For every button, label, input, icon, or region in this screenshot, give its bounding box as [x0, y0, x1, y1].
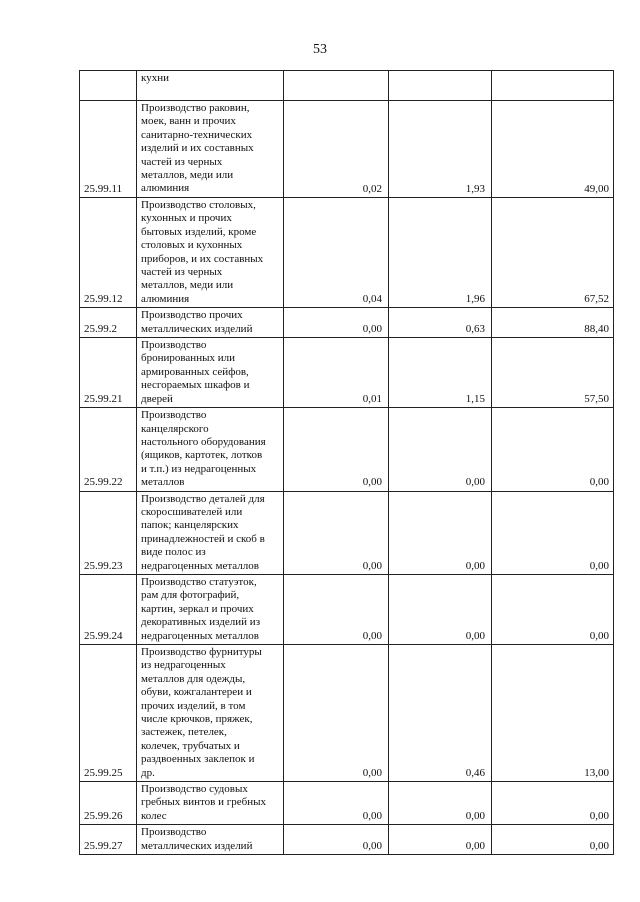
value-3-cell: 13,00: [492, 645, 614, 782]
activity-description-cell: [137, 574, 284, 644]
description-line: санитарно-технических: [141, 128, 253, 141]
description-line: металлических изделий: [141, 839, 253, 852]
description-line: застежек, петелек,: [141, 726, 227, 739]
description-line: армированных сейфов,: [141, 365, 249, 378]
description-line: бронированных или: [141, 352, 235, 365]
activity-description-cell: [137, 408, 284, 491]
activity-code-cell: 25.99.2: [80, 308, 137, 338]
description-line: и т.п.) из недрагоценных: [141, 462, 257, 475]
description-line: моек, ванн и прочих: [141, 115, 236, 128]
value-1-cell: 0,00: [284, 574, 389, 644]
description-line: Производство прочих: [141, 309, 243, 322]
value-2-cell: 0,00: [389, 574, 492, 644]
value-1-cell: [284, 71, 389, 101]
value-2-cell: 1,93: [389, 101, 492, 198]
activity-code-cell: [80, 71, 137, 101]
value-3-cell: 0,00: [492, 574, 614, 644]
description-line: канцелярского: [141, 422, 209, 435]
value-1-cell: 0,02: [284, 101, 389, 198]
table-row: [80, 574, 614, 644]
description-line: Производство судовых: [141, 783, 248, 796]
value-2-cell: 0,00: [389, 491, 492, 574]
activity-description-cell: [137, 645, 284, 782]
description-line: настольного оборудования: [141, 435, 266, 448]
description-line: принадлежностей и скоб в: [141, 532, 265, 545]
description-line: недрагоценных металлов: [141, 559, 259, 572]
description-line: недрагоценных металлов: [141, 629, 259, 642]
value-2-cell: 0,00: [389, 825, 492, 855]
description-line: Производство: [141, 409, 207, 422]
table-row: [80, 782, 614, 825]
table-row: [80, 338, 614, 408]
activity-description-cell: [137, 782, 284, 825]
activity-description-cell: [137, 825, 284, 855]
value-1-cell: 0,00: [284, 782, 389, 825]
value-2-cell: 0,00: [389, 782, 492, 825]
value-3-cell: 57,50: [492, 338, 614, 408]
activity-description-cell: [137, 491, 284, 574]
activity-code-cell: 25.99.21: [80, 338, 137, 408]
table-row: [80, 198, 614, 308]
page-number: 53: [313, 42, 327, 57]
statistics-table: [79, 70, 614, 855]
description-line: Производство: [141, 826, 207, 839]
description-line: папок; канцелярских: [141, 519, 239, 532]
description-line: металлов, меди или: [141, 279, 234, 292]
description-line: Производство деталей для: [141, 492, 265, 505]
activity-description-cell: [137, 308, 284, 338]
activity-code-cell: 25.99.26: [80, 782, 137, 825]
value-3-cell: 0,00: [492, 408, 614, 491]
value-3-cell: 0,00: [492, 825, 614, 855]
value-1-cell: 0,00: [284, 825, 389, 855]
description-line: колес: [141, 809, 167, 822]
activity-code-cell: 25.99.23: [80, 491, 137, 574]
description-line: числе крючков, пряжек,: [141, 713, 253, 726]
description-line: изделий и их составных: [141, 142, 254, 155]
value-2-cell: 1,96: [389, 198, 492, 308]
description-line: кухонных и прочих: [141, 212, 232, 225]
description-line: алюминия: [141, 182, 190, 195]
description-line: Производство раковин,: [141, 102, 250, 114]
description-line: гребных винтов и гребных: [141, 796, 266, 809]
value-1-cell: 0,00: [284, 408, 389, 491]
description-line: кухни: [141, 72, 169, 84]
table-row: [80, 308, 614, 338]
activity-code-cell: 25.99.27: [80, 825, 137, 855]
description-line: частей из черных: [141, 266, 223, 279]
activity-code-cell: 25.99.22: [80, 408, 137, 491]
description-line: металлов: [141, 476, 185, 489]
description-line: обуви, кожгалантереи и: [141, 686, 252, 699]
table-row: [80, 645, 614, 782]
table-row: [80, 101, 614, 198]
value-1-cell: 0,00: [284, 645, 389, 782]
description-line: металлов, меди или: [141, 169, 234, 182]
description-line: бытовых изделий, кроме: [141, 225, 257, 238]
description-line: металлических изделий: [141, 322, 253, 335]
description-line: раздвоенных заклепок и: [141, 753, 255, 766]
value-3-cell: 67,52: [492, 198, 614, 308]
value-2-cell: 0,63: [389, 308, 492, 338]
table-row: [80, 71, 614, 101]
value-3-cell: 0,00: [492, 782, 614, 825]
value-2-cell: 0,46: [389, 645, 492, 782]
description-line: приборов, и их составных: [141, 252, 264, 265]
description-line: Производство столовых,: [141, 199, 256, 211]
description-line: прочих изделий, в том: [141, 699, 246, 712]
value-2-cell: [389, 71, 492, 101]
activity-code-cell: 25.99.12: [80, 198, 137, 308]
description-line: дверей: [141, 392, 173, 405]
value-1-cell: 0,04: [284, 198, 389, 308]
activity-code-cell: 25.99.25: [80, 645, 137, 782]
value-3-cell: [492, 71, 614, 101]
activity-description-cell: [137, 198, 284, 308]
description-line: Производство статуэток,: [141, 575, 257, 588]
description-line: др.: [141, 766, 155, 779]
table-row: [80, 491, 614, 574]
description-line: рам для фотографий,: [141, 589, 240, 602]
table-body: [80, 71, 614, 855]
description-line: колечек, трубчатых и: [141, 739, 240, 752]
description-line: Производство: [141, 339, 207, 352]
value-1-cell: 0,00: [284, 491, 389, 574]
description-line: столовых и кухонных: [141, 239, 243, 252]
description-line: Производство фурнитуры: [141, 646, 262, 658]
description-line: алюминия: [141, 292, 190, 305]
value-2-cell: 0,00: [389, 408, 492, 491]
description-line: частей из черных: [141, 155, 223, 168]
table-row: [80, 408, 614, 491]
value-3-cell: 49,00: [492, 101, 614, 198]
description-line: скоросшивателей или: [141, 505, 243, 518]
description-line: из недрагоценных: [141, 659, 226, 672]
description-line: декоративных изделий из: [141, 616, 261, 629]
description-line: виде полос из: [141, 546, 206, 559]
description-line: несгораемых шкафов и: [141, 379, 250, 392]
description-line: металлов для одежды,: [141, 672, 246, 685]
table-row: [80, 825, 614, 855]
activity-code-cell: 25.99.24: [80, 574, 137, 644]
value-3-cell: 0,00: [492, 491, 614, 574]
activity-code-cell: 25.99.11: [80, 101, 137, 198]
activity-description-cell: [137, 101, 284, 198]
value-1-cell: 0,00: [284, 308, 389, 338]
activity-description-cell: [137, 71, 284, 101]
value-2-cell: 1,15: [389, 338, 492, 408]
description-line: (ящиков, картотек, лотков: [141, 449, 263, 462]
activity-description-cell: [137, 338, 284, 408]
description-line: картин, зеркал и прочих: [141, 602, 254, 615]
value-3-cell: 88,40: [492, 308, 614, 338]
value-1-cell: 0,01: [284, 338, 389, 408]
